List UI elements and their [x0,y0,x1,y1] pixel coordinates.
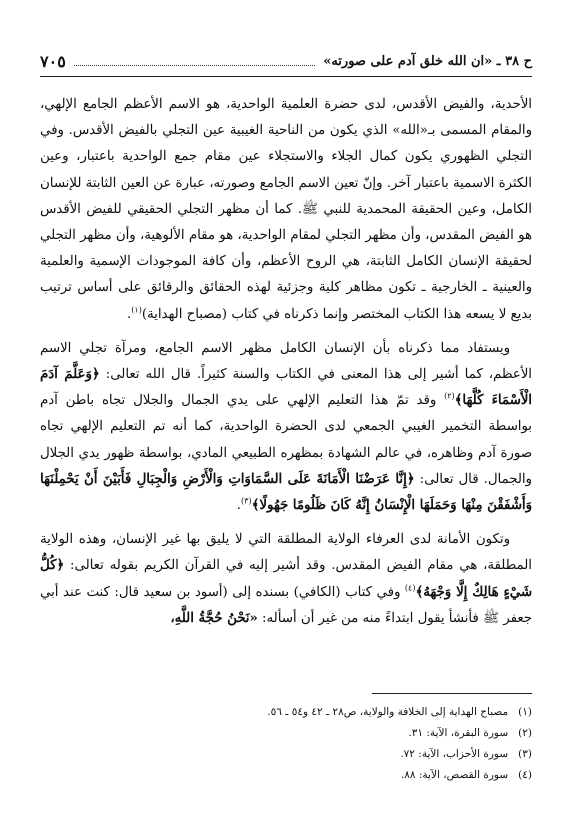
page-header [40,46,532,77]
paragraph-p2 [40,336,532,519]
quran-verse: ﴿وَعَلَّمَ آدَمَ الْأَسْمَاءَ كُلَّهَا﴾ [40,367,532,409]
footnote-item [40,765,532,786]
paragraph-text: وتكون الأمانة لدى العرفاء الولاية المطلقة التي لا يليق بها غير الإنسان، وهذه الولاية المطلقة، هي مقام الفيض المقدس. وقد أشير إليه في القرآن الكريم بقوله تعالى: [40,532,532,574]
quran-verse: ﴿إِنَّا عَرَضْنَا الْأَمَانَةَ عَلَى السَّمَاوَاتِ وَالْأَرْضِ وَالْجِبَالِ فَأَبَيْنَ أَنْ يَحْمِلْنَهَا وَأَشْفَقْنَ مِنْهَا وَحَمَلَهَا الْإِنْسَانُ إِنَّهُ كَانَ ظَلُومًا جَهُولًا﴾ [40,471,532,514]
paragraph-text: وفي كتاب (الكافي) بسنده إلى (أسود بن سعيد قال: كنت عند أبي جعفر ﷺ فأنشأ يقول ابتداءً منه من غير أن أسأله: [40,584,532,626]
footnotes [40,702,532,786]
running-title: ح ٣٨ ـ «ان الله خلق آدم على صورته» [323,53,532,69]
footnote-number: (٢) [518,727,532,739]
footnote-item [40,723,532,744]
quran-verse: «نَحْنُ حُجَّةُ اللَّهِ، [170,610,258,626]
paragraph-text: . [236,498,242,514]
footnote-text: سورة البقرة، الآية: ٣١. [408,727,509,739]
footnote-number: (١) [518,706,532,718]
footnote-text: سورة الأحزاب، الآية: ٧٢. [400,748,509,760]
footnote-reference: (٤) [404,583,416,593]
footnote-item [40,744,532,765]
footnote-text: سورة القصص، الآية: ٨٨. [400,769,509,781]
paragraph-p1 [40,92,532,328]
page-number: ٧٠٥ [40,51,66,71]
paragraph-text: ويستفاد مما ذكرناه بأن الإنسان الكامل مظهر الاسم الجامع، ومرآة تجلي الاسم الأعظم، كما أشير إلى هذا المعنى في الكتاب والسنة كثيراً. قال الله تعالى: [40,340,532,383]
header-dot-leader [74,57,315,66]
footnote-number: (٤) [518,769,532,781]
footnote-number: (٣) [518,748,532,760]
paragraph-text: وقد تمّ هذا التعليم الإلهي على يدي الجمال والجلال تجاه باطن آدم بواسطة التخمير الغيبي الجمعي لدى الحضرة الواحدية، كما أنه تم التعليم الإلهي تجاه صورة آدم وظاهره، في عالم الشهادة بمظهره الطبيعي المادي، بواسطة ظهور يدي الجلال والجمال. قال تعالى: [40,393,532,487]
paragraph-text: الأحدية، والفيض الأقدس، لدى حضرة العلمية الواحدية، هو الاسم الأعظم الجامع الإلهي، والمقام المسمى بـ«الله» الذي يكون من الناحية الغيبية عين التجلي بالفيض الأقدس. وفي التجلي الظهوري يكون كمال الجلاء والاستجلاء عين مقام جمع الواحدية باعتبار، وعين الكثرة الاسمية باعتبار آخر. وإنّ تعين الاسم الجامع وصورته، عبارة عن العين الثابتة للإنسان الكامل، وعين الحقيقة المحمدية للنبي ﷺ. كما أن مظهر التجلي الحقيقي للفيض الأقدس هو الفيض المقدس، وأن مظهر التجلي لمقام الواحدية، هو مقام الألوهية، وأن مظهر التجلي لحقيقة الإنسان الكامل الثابتة، هي الروح الأعظم، وأن كافة الموجودات الإسمية والعلمية والعينية ـ الخارجية ـ تكون مظاهر كلية وجزئية لهذه الحقائق والرقائق على أساس ترتيب بديع لا يسعه هذا الكتاب المختصر وإنما ذكرناه في كتاب (مصباح الهداية) [40,97,532,322]
paragraph-p3 [40,527,532,632]
page-body [40,92,532,640]
quran-verse: ﴿كُلُّ شَيْءٍ هَالِكٌ إِلَّا وَجْهَهُ﴾ [40,558,532,600]
paragraph-text: . [127,306,132,322]
footnote-separator [372,693,532,694]
footnote-reference: (١) [131,305,142,315]
footnote-reference: (٣) [241,496,252,506]
footnote-item [40,702,532,723]
footnote-reference: (٢) [444,391,455,401]
footnote-text: مصباح الهداية إلى الخلافة والولاية، ص٢٨ ـ ٤٢ و٥٤ ـ ٥٦. [267,706,509,718]
